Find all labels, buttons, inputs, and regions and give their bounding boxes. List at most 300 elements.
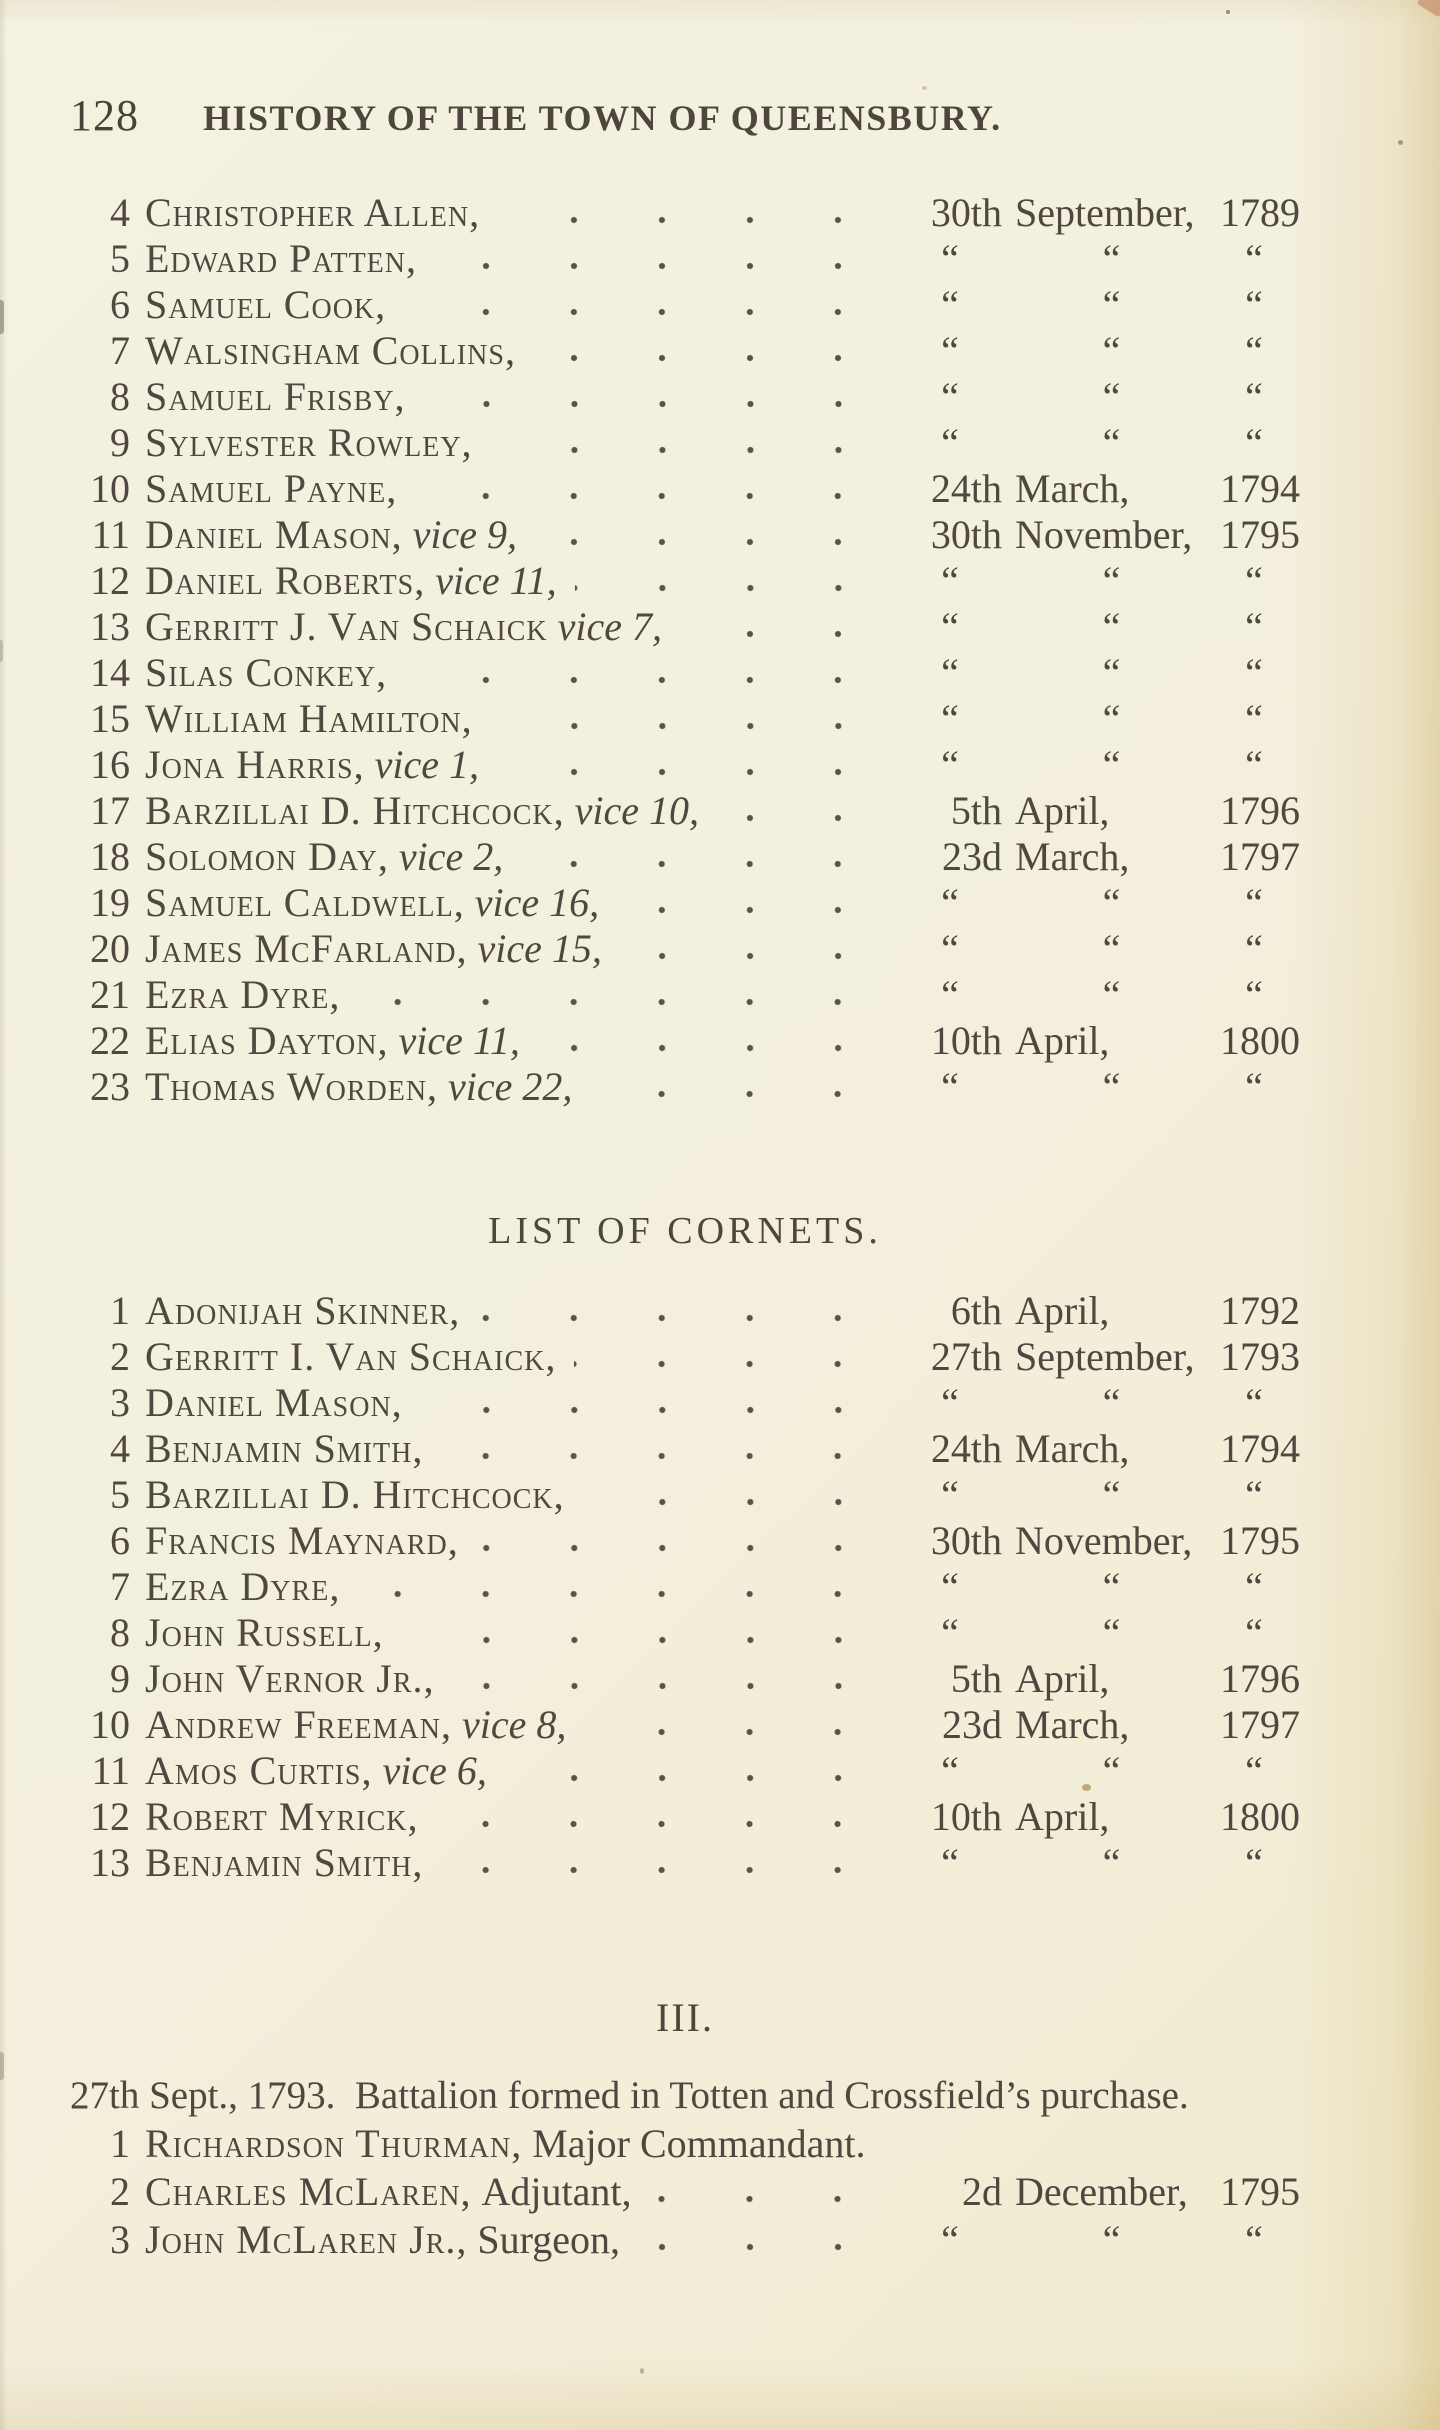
list-entry [70, 1794, 1300, 1840]
list-entry [70, 558, 1300, 604]
entry-note: vice 11, [398, 1018, 520, 1063]
list-entry [70, 742, 1300, 788]
entry-date [898, 1748, 1300, 1794]
list-entry [70, 374, 1300, 420]
date-month: “ [1102, 880, 1121, 925]
entry-date [898, 1380, 1300, 1426]
leader-dots [478, 1314, 888, 1324]
leader-dots [680, 630, 888, 640]
entry-number: 12 [90, 558, 130, 603]
date-month: “ [1102, 420, 1121, 465]
date-day: “ [941, 604, 959, 649]
date-day: 23d [942, 834, 1002, 879]
entry-number: 4 [110, 1426, 130, 1471]
date-year: “ [1245, 236, 1263, 281]
date-year: “ [1245, 1840, 1263, 1885]
cornets-list [70, 1288, 1300, 1886]
date-day: 30th [930, 1518, 1002, 1563]
date-day: “ [941, 1064, 959, 1109]
entry-date [898, 466, 1300, 512]
entry-name: Richardson Thurman, [145, 2121, 523, 2166]
list-entry [70, 1472, 1300, 1518]
entry-note: Major Commandant. [532, 2121, 866, 2166]
list-entry [70, 2120, 1300, 2168]
entry-name: Charles McLaren, [145, 2169, 472, 2214]
list-entry [70, 1380, 1300, 1426]
entry-number: 6 [110, 282, 130, 327]
entry-name: Robert Myrick, [145, 1794, 419, 1839]
date-day: “ [941, 328, 959, 373]
leader-dots [535, 538, 888, 548]
date-month: “ [1102, 650, 1121, 695]
date-day: “ [941, 374, 959, 419]
leader-dots [584, 1728, 888, 1738]
date-day: “ [941, 558, 959, 603]
list-entry [70, 420, 1300, 466]
date-month: March, [1015, 466, 1130, 511]
list-entry [70, 604, 1300, 650]
entry-name: Samuel Payne, [145, 466, 398, 511]
date-year: “ [1245, 282, 1263, 327]
leader-dots [534, 354, 888, 364]
date-month: “ [1102, 1840, 1121, 1885]
date-year: 1797 [1220, 1702, 1300, 1747]
date-day: 24th [930, 466, 1002, 511]
date-month: November, [1015, 1518, 1193, 1563]
entry-name: Samuel Caldwell, [145, 880, 465, 925]
entry-date [898, 926, 1300, 972]
list-entry [70, 1840, 1300, 1886]
date-year: 1789 [1220, 190, 1300, 235]
leader-dots [505, 1774, 888, 1784]
date-day: “ [941, 1610, 959, 1655]
entry-date [898, 1702, 1300, 1748]
list-entry [70, 972, 1300, 1018]
entry-note: vice 1, [374, 742, 479, 787]
list-entry [70, 880, 1300, 926]
entry-number: 21 [90, 972, 130, 1017]
date-month: “ [1102, 1380, 1121, 1425]
entry-name: Samuel Cook, [145, 282, 387, 327]
date-year: “ [1245, 374, 1263, 419]
date-month: “ [1102, 1064, 1121, 1109]
entry-note: vice 8, [462, 1702, 567, 1747]
entry-date [898, 1288, 1300, 1334]
entry-date [898, 1426, 1300, 1472]
date-month: “ [1102, 328, 1121, 373]
entry-date [898, 1018, 1300, 1064]
entry-number: 7 [110, 328, 130, 373]
list-entry [70, 926, 1300, 972]
leader-dots [491, 722, 888, 732]
entry-note: vice 16, [474, 880, 600, 925]
entry-name: Silas Conkey, [145, 650, 388, 695]
entry-note: vice 7, [557, 604, 663, 649]
date-month: April, [1015, 1794, 1110, 1839]
entry-number: 8 [110, 1610, 130, 1655]
entry-date [898, 650, 1300, 696]
date-year: “ [1245, 1610, 1263, 1655]
entry-number: 4 [110, 190, 130, 235]
list-entry [70, 236, 1300, 282]
scan-edge-smudge [0, 300, 4, 334]
date-month: September, [1015, 190, 1195, 235]
leader-dots [538, 1044, 888, 1054]
leader-dots [435, 262, 888, 272]
date-month: “ [1102, 1564, 1121, 1609]
list-entry [70, 466, 1300, 512]
entry-number: 23 [90, 1064, 130, 1109]
leader-dots [617, 906, 888, 916]
date-month: March, [1015, 1702, 1130, 1747]
leader-dots [453, 1682, 888, 1692]
date-year: “ [1245, 696, 1263, 741]
entry-number: 11 [91, 1748, 130, 1793]
entry-date [898, 604, 1300, 650]
entry-note: vice 11, [435, 558, 557, 603]
entry-note: vice 10, [574, 788, 700, 833]
entry-name: Daniel Mason, [145, 1380, 403, 1425]
date-month: “ [1102, 374, 1121, 419]
scan-speck [1082, 1784, 1091, 1791]
entry-date [898, 696, 1300, 742]
entry-name: Benjamin Smith, [145, 1426, 424, 1471]
date-year: “ [1245, 328, 1263, 373]
date-month: “ [1102, 558, 1121, 603]
entry-date [898, 328, 1300, 374]
entry-number: 9 [110, 1656, 130, 1701]
page-header [70, 0, 1300, 142]
date-day: “ [941, 420, 959, 465]
entry-date [898, 1610, 1300, 1656]
date-month: “ [1102, 1472, 1121, 1517]
date-day: “ [941, 696, 959, 741]
date-year: 1795 [1220, 2169, 1300, 2214]
date-month: “ [1102, 282, 1121, 327]
date-month: “ [1102, 742, 1121, 787]
entry-number: 18 [90, 834, 130, 879]
section-three-list [70, 2120, 1300, 2264]
list-entry [70, 1018, 1300, 1064]
date-day: “ [941, 650, 959, 695]
date-year: “ [1245, 650, 1263, 695]
date-day: “ [941, 926, 959, 971]
entry-date [898, 558, 1300, 604]
entry-name: Ezra Dyre, [145, 1564, 341, 1609]
entry-number: 1 [110, 1288, 130, 1333]
entry-date [898, 1334, 1300, 1380]
date-year: 1793 [1220, 1334, 1300, 1379]
leader-dots [441, 1866, 888, 1876]
entry-date [898, 972, 1300, 1018]
entry-name: Thomas Worden, [145, 1064, 439, 1109]
entry-name: Benjamin Smith, [145, 1840, 424, 1885]
leader-dots [620, 952, 888, 962]
entry-name: Solomon Day, [145, 834, 389, 879]
entry-date [898, 834, 1300, 880]
entry-number: 17 [90, 788, 130, 833]
entry-number: 20 [90, 926, 130, 971]
date-day: 30th [930, 190, 1002, 235]
list-entry [70, 1748, 1300, 1794]
date-month: “ [1102, 604, 1121, 649]
entry-date [898, 236, 1300, 282]
entry-name: Ezra Dyre, [145, 972, 341, 1017]
scan-speck [922, 86, 927, 90]
list-entry [70, 1288, 1300, 1334]
entry-note: Surgeon, [477, 2217, 620, 2262]
list-entry [70, 2168, 1300, 2216]
scan-edge-smudge [0, 2052, 4, 2080]
date-year: 1794 [1220, 1426, 1300, 1471]
entry-number: 5 [110, 236, 130, 281]
date-year: 1800 [1220, 1794, 1300, 1839]
leader-dots [424, 400, 888, 410]
date-month: April, [1015, 1656, 1110, 1701]
leader-dots [358, 998, 888, 1008]
entry-number: 2 [110, 2169, 130, 2214]
entry-name: Barzillai D. Hitchcock, [145, 788, 565, 833]
entry-number: 3 [110, 2217, 130, 2262]
entry-number: 16 [90, 742, 130, 787]
date-day: 23d [942, 1702, 1002, 1747]
leader-dots [638, 2243, 888, 2253]
entry-name: Edward Patten, [145, 236, 417, 281]
date-year: 1797 [1220, 834, 1300, 879]
leader-dots [415, 492, 888, 502]
entry-name: Christopher Allen, [145, 190, 481, 235]
entry-name: John McLaren Jr., [145, 2217, 468, 2262]
date-day: 10th [930, 1018, 1002, 1063]
entry-note: vice 15, [477, 926, 602, 971]
date-day: “ [941, 742, 959, 787]
date-month: December, [1015, 2169, 1188, 2214]
entry-date [898, 1518, 1300, 1564]
date-year: “ [1245, 1064, 1263, 1109]
entry-date [898, 1794, 1300, 1840]
date-year: “ [1245, 742, 1263, 787]
date-month: April, [1015, 788, 1110, 833]
date-day: “ [941, 880, 959, 925]
entry-note: vice 9, [412, 512, 518, 557]
entry-number: 2 [110, 1334, 130, 1379]
entry-name: Elias Dayton, [145, 1018, 389, 1063]
entry-number: 5 [110, 1472, 130, 1517]
list-entry [70, 190, 1300, 236]
leader-dots [441, 1452, 888, 1462]
entry-date [898, 282, 1300, 328]
entry-date [898, 420, 1300, 466]
entry-name: Daniel Roberts, [145, 558, 426, 603]
date-year: 1794 [1220, 466, 1300, 511]
leader-dots [402, 1636, 888, 1646]
leader-dots [717, 814, 888, 824]
entry-name: Andrew Freeman, [145, 1702, 453, 1747]
page-number: 128 [70, 91, 139, 140]
entry-name: John Russell, [145, 1610, 384, 1655]
entry-name: Barzillai D. Hitchcock, [145, 1472, 565, 1517]
date-year: “ [1245, 926, 1263, 971]
date-year: “ [1245, 880, 1263, 925]
list-entry [70, 696, 1300, 742]
date-year: “ [1245, 1748, 1263, 1793]
leader-dots [521, 860, 888, 870]
list-entry [70, 1564, 1300, 1610]
date-month: November, [1015, 512, 1193, 557]
date-year: 1796 [1220, 1656, 1300, 1701]
date-month: “ [1102, 972, 1121, 1017]
entry-number: 15 [90, 696, 130, 741]
section-three-intro: 27th Sept., 1793. Battalion formed in Totten and Crossfield’s purchase. [70, 2074, 1189, 2117]
date-month: “ [1102, 236, 1121, 281]
leader-dots [358, 1590, 888, 1600]
date-day: 6th [950, 1288, 1002, 1333]
entry-name: Gerritt I. Van Schaick, [145, 1334, 557, 1379]
entry-name: John Vernor Jr., [145, 1656, 435, 1701]
leader-dots [575, 584, 888, 594]
entry-name: James McFarland, [145, 926, 468, 971]
date-month: September, [1015, 1334, 1195, 1379]
leader-dots [498, 216, 888, 226]
entry-name: Sylvester Rowley, [145, 420, 473, 465]
date-month: “ [1102, 1748, 1121, 1793]
entry-date [898, 512, 1300, 558]
entry-number: 14 [90, 650, 130, 695]
date-month: “ [1102, 2217, 1121, 2262]
entry-date [898, 788, 1300, 834]
list-entry [70, 788, 1300, 834]
date-year: “ [1245, 420, 1263, 465]
leader-dots [649, 2195, 888, 2205]
date-day: 30th [930, 512, 1002, 557]
list-entry [70, 2216, 1300, 2264]
list-entry [70, 1610, 1300, 1656]
leader-dots [405, 676, 888, 686]
entry-number: 8 [110, 374, 130, 419]
leader-dots [421, 1406, 888, 1416]
entry-date [898, 1472, 1300, 1518]
entry-number: 10 [90, 466, 130, 511]
captains-list [70, 190, 1300, 1110]
list-entry [70, 328, 1300, 374]
list-entry [70, 834, 1300, 880]
entry-date [898, 1064, 1300, 1110]
list-entry [70, 1334, 1300, 1380]
date-year: 1796 [1220, 788, 1300, 833]
date-year: “ [1245, 1380, 1263, 1425]
entry-date [898, 190, 1300, 236]
date-year: 1800 [1220, 1018, 1300, 1063]
scan-speck [1226, 10, 1230, 14]
date-month: March, [1015, 1426, 1130, 1471]
entry-name: Gerritt J. Van Schaick [145, 604, 548, 649]
entry-date [898, 1564, 1300, 1610]
entry-number: 1 [110, 2121, 130, 2166]
entry-number: 22 [90, 1018, 130, 1063]
entry-name: Amos Curtis, [145, 1748, 373, 1793]
date-day: “ [941, 2217, 959, 2262]
date-day: 5th [950, 1656, 1002, 1701]
leader-dots [590, 1090, 888, 1100]
entry-date [898, 2168, 1300, 2216]
section-three-heading: III. [656, 1995, 714, 2040]
leader-dots [583, 1498, 888, 1508]
entry-name: Samuel Frisby, [145, 374, 406, 419]
date-day: “ [941, 1840, 959, 1885]
date-month: April, [1015, 1288, 1110, 1333]
leader-dots [477, 1544, 888, 1554]
entry-number: 7 [110, 1564, 130, 1609]
entry-date [898, 374, 1300, 420]
entry-note: vice 2, [398, 834, 504, 879]
entry-date [898, 1840, 1300, 1886]
entry-number: 19 [90, 880, 130, 925]
date-day: “ [941, 1472, 959, 1517]
date-year: 1792 [1220, 1288, 1300, 1333]
entry-number: 13 [90, 1840, 130, 1885]
leader-dots [404, 308, 888, 318]
leader-dots [574, 1360, 888, 1370]
list-entry [70, 1518, 1300, 1564]
list-entry [70, 282, 1300, 328]
date-year: “ [1245, 1472, 1263, 1517]
date-day: “ [941, 1564, 959, 1609]
entry-number: 12 [90, 1794, 130, 1839]
cornets-heading: LIST OF CORNETS. [488, 1210, 882, 1252]
entry-number: 9 [110, 420, 130, 465]
entry-name: Daniel Mason, [145, 512, 403, 557]
date-day: “ [941, 236, 959, 281]
entry-name: Adonijah Skinner, [145, 1288, 461, 1333]
list-entry [70, 1656, 1300, 1702]
date-day: 27th [930, 1334, 1002, 1379]
date-year: “ [1245, 558, 1263, 603]
date-month: “ [1102, 926, 1121, 971]
scan-speck [1398, 140, 1403, 145]
entry-name: Jona Harris, [145, 742, 365, 787]
entry-name: Francis Maynard, [145, 1518, 459, 1563]
date-day: “ [941, 1380, 959, 1425]
entry-date [898, 742, 1300, 788]
date-year: “ [1245, 2217, 1263, 2262]
list-entry [70, 650, 1300, 696]
date-day: “ [941, 972, 959, 1017]
date-year: “ [1245, 1564, 1263, 1609]
date-month: April, [1015, 1018, 1110, 1063]
entry-note: Adjutant, [481, 2169, 632, 2214]
date-day: 24th [930, 1426, 1002, 1471]
date-year: 1795 [1220, 1518, 1300, 1563]
list-entry [70, 512, 1300, 558]
date-year: “ [1245, 604, 1263, 649]
date-month: “ [1102, 696, 1121, 741]
scan-speck [640, 2368, 644, 2374]
leader-dots [436, 1820, 888, 1830]
entry-name: Walsingham Collins, [145, 328, 516, 373]
entry-name: William Hamilton, [145, 696, 473, 741]
entry-number: 11 [91, 512, 130, 557]
date-day: 2d [962, 2169, 1002, 2214]
list-entry [70, 1426, 1300, 1472]
date-day: “ [941, 282, 959, 327]
entry-number: 3 [110, 1380, 130, 1425]
entry-date [898, 880, 1300, 926]
date-year: “ [1245, 972, 1263, 1017]
date-day: 10th [930, 1794, 1002, 1839]
list-entry [70, 1702, 1300, 1748]
entry-note: vice 6, [382, 1748, 487, 1793]
entry-number: 13 [90, 604, 130, 649]
